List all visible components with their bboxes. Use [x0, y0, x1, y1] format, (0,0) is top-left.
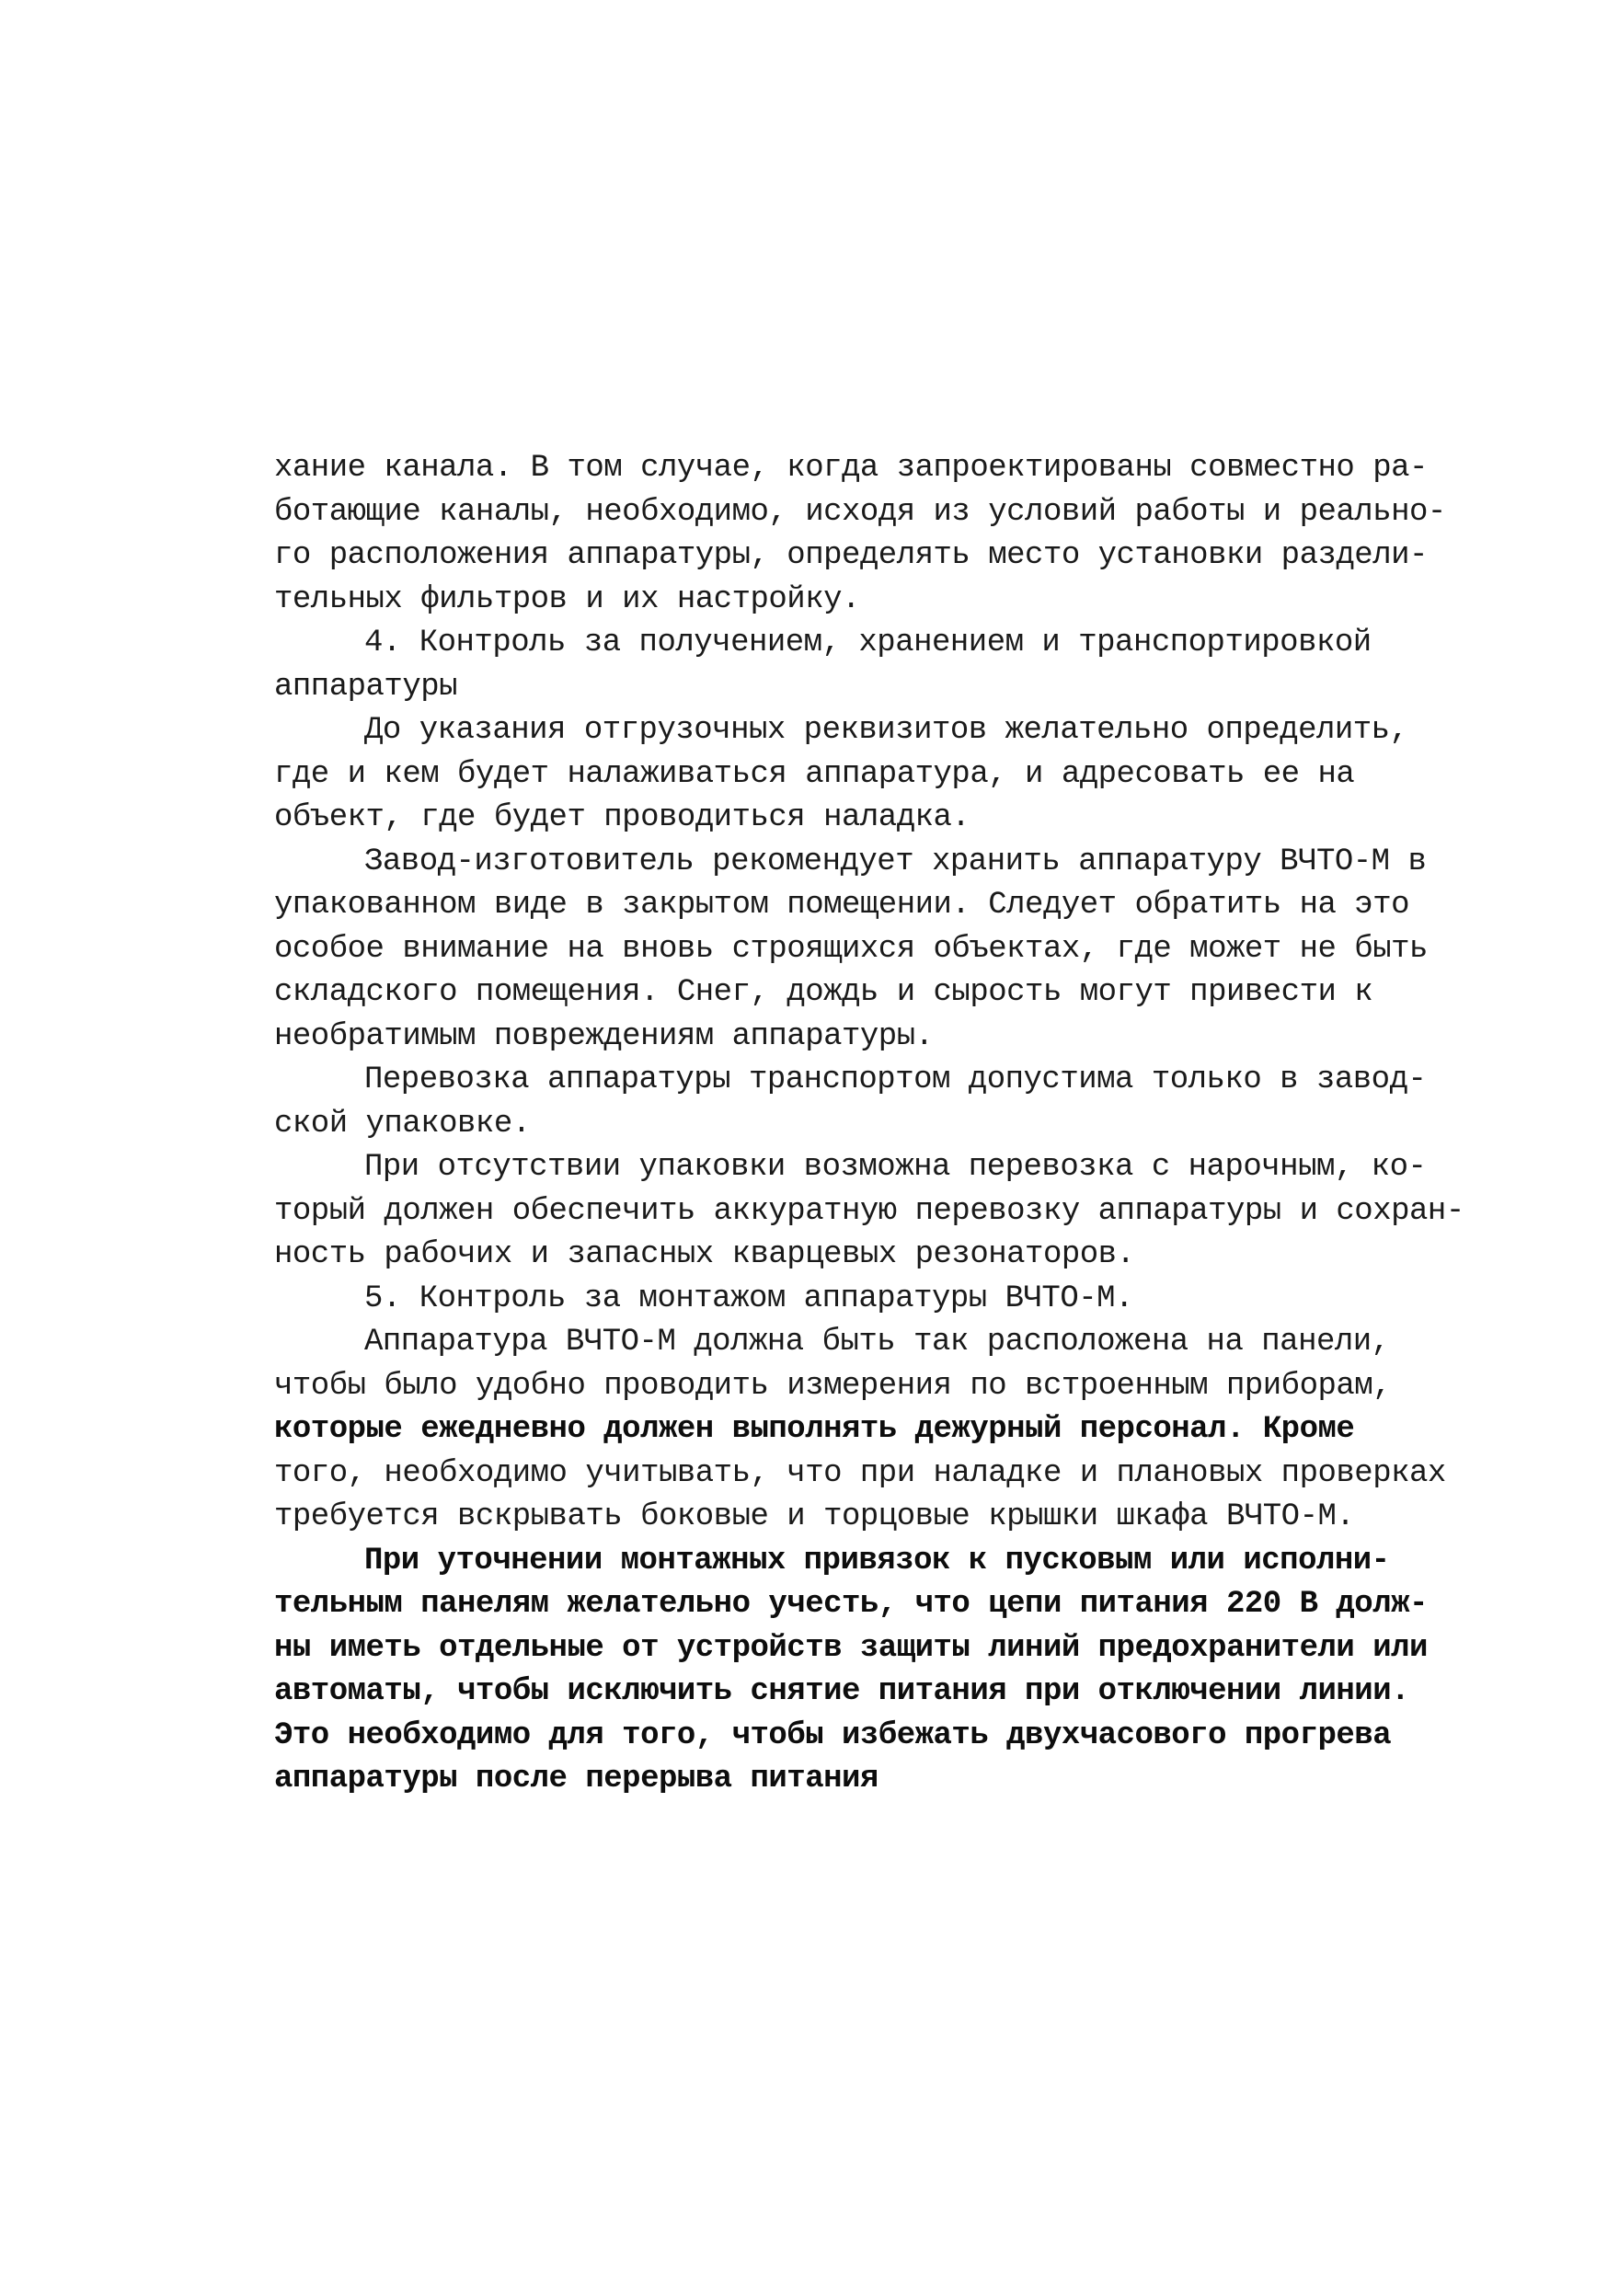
- text-line: Аппаратура ВЧТО-М должна быть так расположена на панели,: [364, 1325, 1390, 1360]
- paragraph-shipping: [274, 709, 1452, 841]
- text-line: необратимым повреждениям аппаратуры.: [274, 1018, 934, 1054]
- text-line: Завод-изготовитель рекомендует хранить аппаратуру ВЧТО-М в: [364, 844, 1427, 879]
- paragraph-mounting: [274, 1321, 1452, 1540]
- text-line: аппаратуры после перерыва питания: [274, 1762, 878, 1797]
- text-line: складского помещения. Снег, дождь и сырость могут привести к: [274, 975, 1373, 1010]
- text-line: Перевозка аппаратуры транспортом допустима только в завод-: [364, 1062, 1427, 1097]
- text-line: особое внимание на вновь строящихся объектах, где может не быть: [274, 931, 1428, 967]
- heading-line: 5. Контроль за монтажом аппаратуры ВЧТО-М.: [364, 1280, 1133, 1316]
- paragraph-transport: [274, 1059, 1452, 1146]
- paragraph-continuation: [274, 447, 1452, 622]
- section-5-heading: [274, 1278, 1452, 1322]
- text-line: ны иметь отдельные от устройств защиты линий предохранители или: [274, 1630, 1428, 1666]
- text-line: торый должен обеспечить аккуратную перевозку аппаратуры и сохран-: [274, 1193, 1464, 1229]
- text-line: ность рабочих и запасных кварцевых резонаторов.: [274, 1237, 1135, 1272]
- text-line: где и кем будет налаживаться аппаратура, и адресовать ее на: [274, 756, 1355, 792]
- text-line: Это необходимо для того, чтобы избежать двухчасового прогрева: [274, 1717, 1392, 1753]
- text-line: чтобы было удобно проводить измерения по встроенным приборам,: [274, 1368, 1392, 1404]
- paragraph-courier: [274, 1146, 1464, 1278]
- text-line: При уточнении монтажных привязок к пусковым или исполни-: [364, 1543, 1390, 1578]
- text-line: ской упаковке.: [274, 1106, 531, 1142]
- text-line: При отсутствии упаковки возможна перевозка с нарочным, ко-: [364, 1150, 1427, 1185]
- text-line: автоматы, чтобы исключить снятие питания при отключении линии.: [274, 1674, 1410, 1709]
- section-4-heading: [274, 622, 1452, 709]
- document-text: [274, 447, 1464, 1802]
- heading-line: 4. Контроль за получением, хранением и транспортировкой: [364, 626, 1372, 660]
- text-line: ботающие каналы, необходимо, исходя из условий работы и реально-: [274, 494, 1446, 530]
- text-line: тельным панелям желательно учесть, что цепи питания 220 В долж-: [274, 1587, 1428, 1622]
- text-line: требуется вскрывать боковые и торцовые крышки шкафа ВЧТО-М.: [274, 1499, 1355, 1534]
- text-line: упакованном виде в закрытом помещении. Следует обратить на это: [274, 888, 1410, 923]
- text-line: го расположения аппаратуры, определять место установки раздели-: [274, 538, 1428, 573]
- text-line: объект, где будет проводиться наладка.: [274, 800, 970, 835]
- text-line: тельных фильтров и их настройку.: [274, 581, 860, 617]
- text-line: которые ежедневно должен выполнять дежурный персонал. Кроме: [274, 1412, 1355, 1447]
- paragraph-power: [274, 1540, 1452, 1802]
- text-line: До указания отгрузочных реквизитов желательно определить,: [364, 713, 1408, 748]
- text-line: того, необходимо учитывать, что при наладке и плановых проверках: [274, 1455, 1446, 1491]
- text-line: хание канала. В том случае, когда запроектированы совместно ра-: [274, 451, 1428, 486]
- paragraph-storage: [274, 841, 1452, 1060]
- heading-line: аппаратуры: [274, 669, 458, 705]
